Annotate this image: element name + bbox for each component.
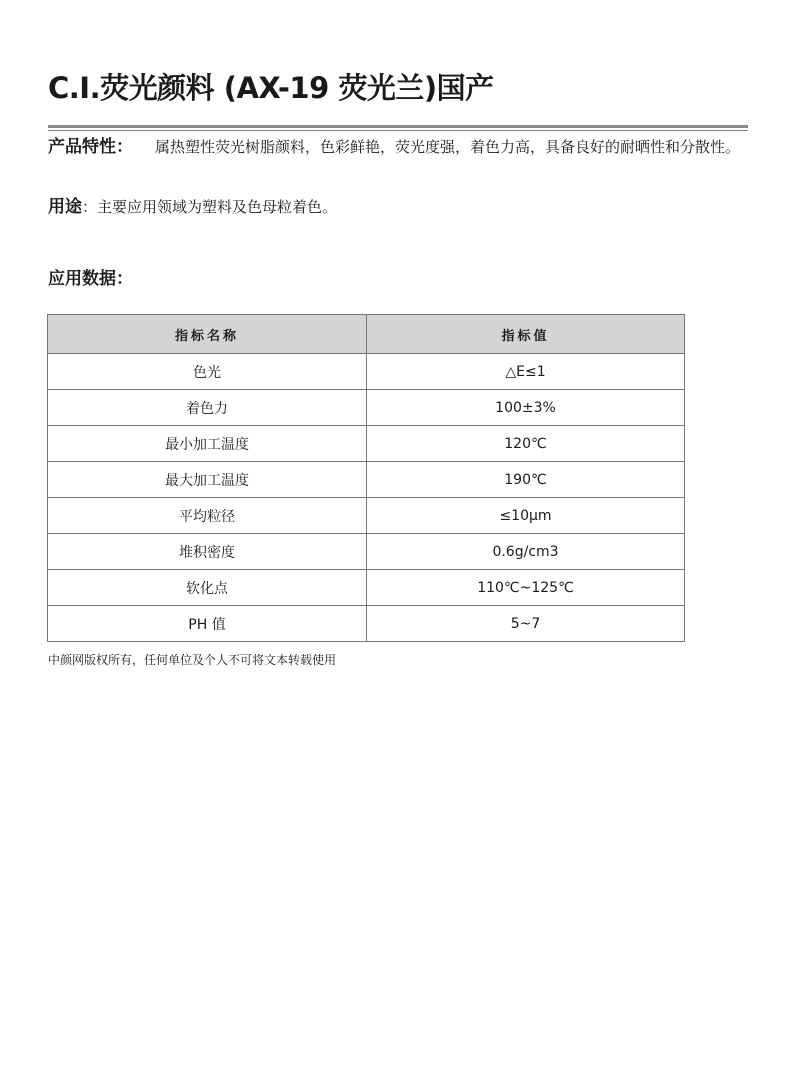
row-value: ≤10μm xyxy=(367,498,685,534)
row-name: 堆积密度 xyxy=(48,534,367,570)
table-row xyxy=(48,462,685,498)
row-name: PH 值 xyxy=(48,606,367,642)
row-name: 最小加工温度 xyxy=(48,426,367,462)
page-title: C.I.荧光颜料 (AX-19 荧光兰)国产 xyxy=(48,71,494,105)
row-name: 色光 xyxy=(48,354,367,390)
title-divider-thick xyxy=(48,125,748,128)
table-row xyxy=(48,606,685,642)
table-row xyxy=(48,570,685,606)
row-value: 110℃~125℃ xyxy=(367,570,685,606)
table-row xyxy=(48,426,685,462)
table-row xyxy=(48,534,685,570)
row-name: 软化点 xyxy=(48,570,367,606)
copyright-notice: 中颜网版权所有，任何单位及个人不可将文本转载使用 xyxy=(48,653,337,667)
application-data-title: 应用数据： xyxy=(48,269,133,289)
usage-label: 用途 xyxy=(48,197,82,217)
features-text: 属热塑性荧光树脂颜料，色彩鲜艳，荧光度强，着色力高，具备良好的耐晒性和分散性。 xyxy=(155,138,741,156)
row-value: 190℃ xyxy=(367,462,685,498)
title-divider-thin xyxy=(48,130,748,131)
table-row xyxy=(48,390,685,426)
spec-table xyxy=(47,314,685,642)
row-value: 120℃ xyxy=(367,426,685,462)
product-usage xyxy=(48,193,752,221)
row-name: 着色力 xyxy=(48,390,367,426)
header-indicator-name: 指标名称 xyxy=(48,315,367,354)
row-name: 平均粒径 xyxy=(48,498,367,534)
row-value: △E≤1 xyxy=(367,354,685,390)
row-value: 0.6g/cm3 xyxy=(367,534,685,570)
product-features xyxy=(48,132,752,163)
table-row xyxy=(48,354,685,390)
table-header-row xyxy=(48,315,685,354)
header-indicator-value: 指标值 xyxy=(367,315,685,354)
row-name: 最大加工温度 xyxy=(48,462,367,498)
row-value: 100±3% xyxy=(367,390,685,426)
usage-text: ：主要应用领域为塑料及色母粒着色。 xyxy=(82,198,338,216)
features-label: 产品特性： xyxy=(48,137,133,157)
table-row xyxy=(48,498,685,534)
row-value: 5~7 xyxy=(367,606,685,642)
